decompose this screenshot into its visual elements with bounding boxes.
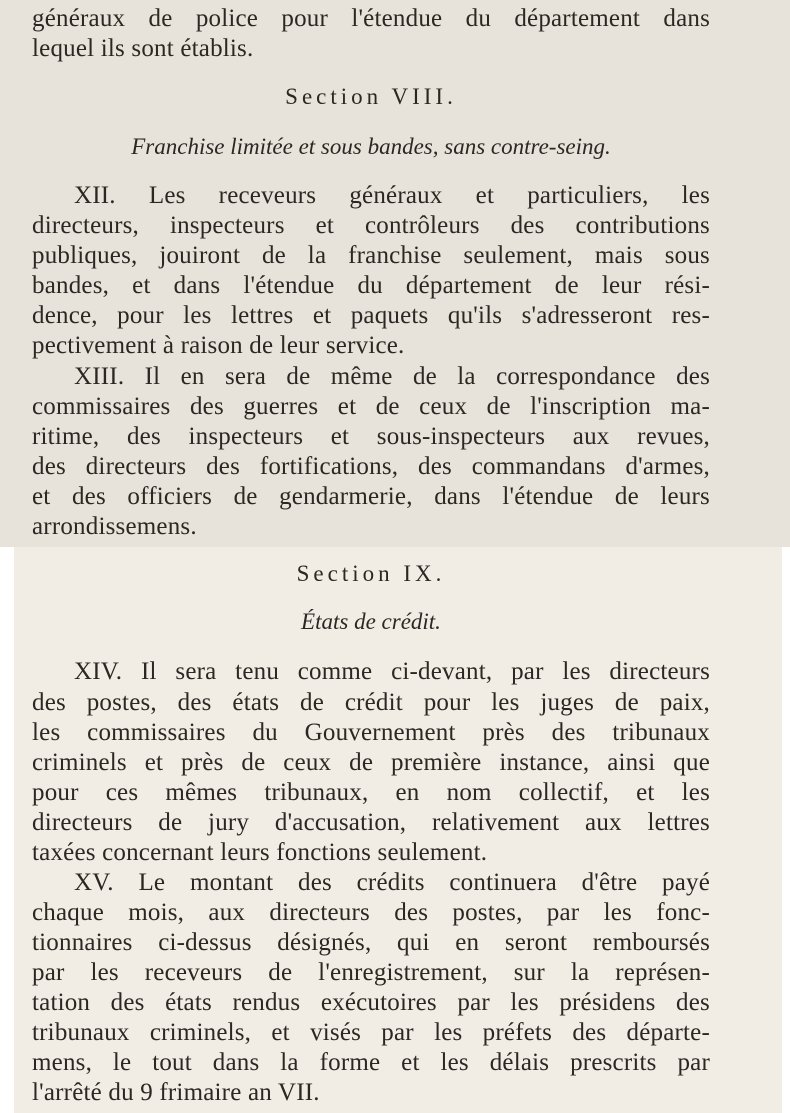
- section-ix-subtitle: États de crédit.: [301, 609, 441, 634]
- article-xiv-line: XIV. Il sera tenu comme ci-devant, par les directeurs: [74, 658, 710, 685]
- article-xv-line: chaque mois, aux directeurs des postes, par les fonc-: [32, 899, 710, 926]
- article-xii-line: bandes, et dans l'étendue du département de leur rési-: [32, 272, 710, 299]
- article-xv-line: tionnaires ci-dessus désignés, qui en seront remboursés: [32, 929, 710, 956]
- article-xiv-line: les commissaires du Gouvernement près des tribunaux: [32, 719, 710, 746]
- article-xii-line: pectivement à raison de leur service.: [32, 332, 405, 359]
- article-xiii-line: arrondissemens.: [32, 513, 197, 540]
- article-xiii-line: ritime, des inspecteurs et sous-inspecteurs aux revues,: [32, 423, 710, 450]
- article-xii-line: dence, pour les lettres et paquets qu'ils s'adresseront res-: [32, 302, 710, 329]
- article-xv-line: tation des états rendus exécutoires par les présidens des: [32, 989, 710, 1016]
- article-xv-line: l'arrêté du 9 frimaire an VII.: [32, 1079, 320, 1106]
- article-xiii-line: des directeurs des fortifications, des commandans d'armes,: [32, 453, 710, 480]
- article-xiii-line: et des officiers de gendarmerie, dans l'étendue de leurs: [32, 483, 710, 510]
- article-xii-line: directeurs, inspecteurs et contrôleurs des contributions: [32, 212, 710, 239]
- article-xv-line: par les receveurs de l'enregistrement, sur la représen-: [32, 959, 710, 986]
- article-xii-line: XII. Les receveurs généraux et particuliers, les: [74, 182, 710, 209]
- text-line: généraux de police pour l'étendue du département dans: [32, 5, 710, 32]
- article-xiv-line: criminels et près de ceux de première instance, ainsi que: [32, 749, 710, 776]
- text-line: lequel ils sont établis.: [32, 35, 254, 62]
- article-xiv-line: taxées concernant leurs fonctions seulement.: [32, 839, 488, 866]
- article-xiii-line: commissaires des guerres et de ceux de l'inscription ma-: [32, 393, 710, 420]
- article-xiii-line: XIII. Il en sera de même de la correspondance des: [74, 363, 710, 390]
- article-xiv-line: pour ces mêmes tribunaux, en nom collectif, et les: [32, 779, 710, 806]
- article-xii-line: publiques, jouiront de la franchise seulement, mais sous: [32, 242, 710, 269]
- article-xv-line: tribunaux criminels, et visés par les préfets des départe-: [32, 1019, 710, 1046]
- article-xv-line: XV. Le montant des crédits continuera d'être payé: [74, 869, 710, 896]
- article-xiv-line: des postes, des états de crédit pour les juges de paix,: [32, 689, 710, 716]
- section-viii-heading: Section VIII.: [285, 84, 457, 109]
- section-viii-subtitle: Franchise limitée et sous bandes, sans contre-seing.: [131, 134, 611, 159]
- article-xv-line: mens, le tout dans la forme et les délais prescrits par: [32, 1049, 710, 1076]
- article-xiv-line: directeurs de jury d'accusation, relativement aux lettres: [32, 809, 710, 836]
- section-ix-heading: Section IX.: [296, 561, 446, 586]
